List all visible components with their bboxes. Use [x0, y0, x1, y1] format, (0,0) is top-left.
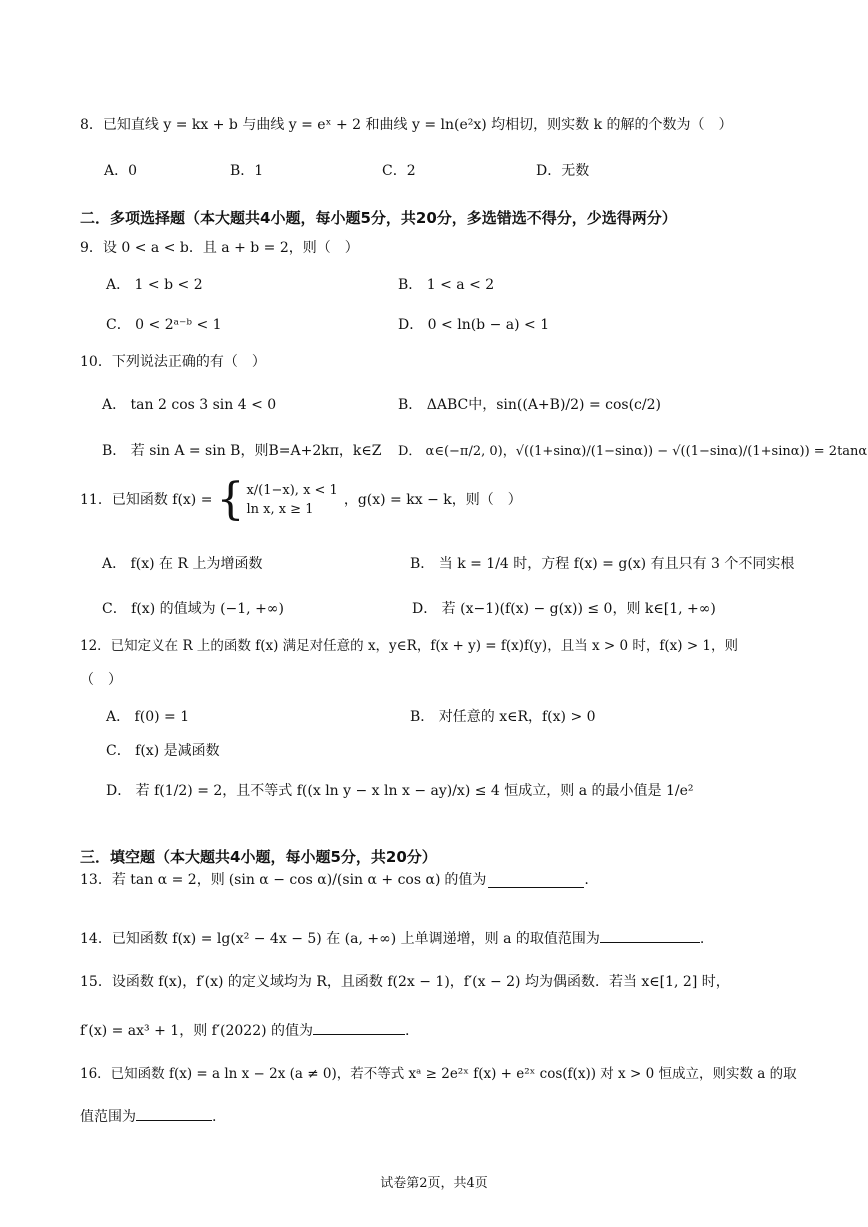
section-heading-multiple-choice: 二．多项选择题（本大题共4小题，每小题5分，共20分，多选错选不得分，少选得两分） [80, 209, 677, 227]
q10-option-b: B． ΔABC中，sin((A+B)/2) = cos(c/2) [398, 397, 661, 413]
q11-piecewise-brace: { [216, 474, 245, 525]
q13-fraction: (sin α − cos α)/(sin α + cos α) [228, 872, 441, 888]
q16-line1: 16．已知函数 f(x) = a ln x − 2x (a ≠ 0)，若不等式 xᵃ ≥ 2e²ˣ f(x) + e²ˣ cos(f(x)) 对 x > 0 恒成立，则实数 a 的取 [80, 1066, 797, 1082]
q15-line2-text: f′(x) = ax³ + 1，则 f′(2022) 的值为 [80, 1023, 314, 1039]
q8-stem: 8．已知直线 y = kx + b 与曲线 y = eˣ + 2 和曲线 y = ln(e²x) 均相切，则实数 k 的解的个数为（ ） [80, 117, 733, 133]
q11-piece-2: ln x, x ≥ 1 [246, 502, 314, 517]
q14-text: 14．已知函数 f(x) = lg(x² − 4x − 5) 在 (a, +∞) 上单调递增，则 a 的取值范围为 [80, 931, 600, 947]
q10-option-b2: B． 若 sin A = sin B，则B=A+2kπ，k∈Z [102, 443, 382, 459]
q11-option-c: C． f(x) 的值域为 (−1, +∞) [102, 601, 284, 617]
q12-option-b: B． 对任意的 x∈R，f(x) > 0 [410, 709, 596, 725]
q10-option-d: D． α∈(−π/2, 0)，√((1+sinα)/(1−sinα)) − √((1−sinα)/(1+sinα)) = 2tanα [398, 444, 868, 459]
section-heading-fill-in: 三．填空题（本大题共4小题，每小题5分，共20分） [80, 848, 437, 866]
q11-piecewise [246, 481, 337, 520]
q16-line2: 值范围为 . [80, 1106, 216, 1126]
q12-stem-line2: （ ） [80, 672, 122, 688]
q11-option-b: B． 当 k = 1/4 时，方程 f(x) = g(x) 有且只有 3 个不同实根 [410, 556, 795, 572]
q16-line2-text: 值范围为 [80, 1109, 136, 1125]
q15-answer-blank[interactable] [313, 1020, 405, 1035]
q11-stem-suffix: ，g(x) = kx − k，则（ ） [343, 491, 522, 508]
q8-option-c: C．2 [382, 163, 416, 179]
q16-answer-blank[interactable] [136, 1106, 212, 1121]
q12-option-c: C． f(x) 是减函数 [106, 743, 220, 759]
q14: 14．已知函数 f(x) = lg(x² − 4x − 5) 在 (a, +∞) 上单调递增，则 a 的取值范围为 . [80, 928, 704, 948]
q15-line2: f′(x) = ax³ + 1，则 f′(2022) 的值为 . [80, 1020, 409, 1040]
q11-option-a: A． f(x) 在 R 上为增函数 [102, 556, 263, 572]
q12-stem-line1: 12．已知定义在 R 上的函数 f(x) 满足对任意的 x，y∈R，f(x + y) = f(x)f(y)，且当 x > 0 时，f(x) > 1，则 [80, 638, 739, 654]
q9-option-d: D． 0 < ln(b − a) < 1 [398, 317, 550, 333]
q11-stem [80, 474, 522, 525]
page-footer: 试卷第2页，共4页 [380, 1176, 488, 1191]
q8-option-b: B．1 [230, 163, 264, 179]
q9-option-a: A． 1 < b < 2 [106, 277, 203, 293]
q13-suffix: 的值为 [444, 872, 487, 888]
q13: 13．若 tan α = 2，则 (sin α − cos α)/(sin α + cos α) 的值为 . [80, 872, 589, 888]
q11-stem-prefix: 11．已知函数 f(x) = [80, 491, 213, 508]
q11-piece-1: x/(1−x), x < 1 [246, 482, 338, 498]
q8-option-a: A．0 [104, 163, 138, 179]
q9-option-c: C． 0 < 2ᵃ⁻ᵇ < 1 [106, 317, 222, 333]
q12-option-d: D． 若 f(1/2) = 2，且不等式 f((x ln y − x ln x − ay)/x) ≤ 4 恒成立，则 a 的最小值是 1/e² [106, 783, 694, 799]
q14-answer-blank[interactable] [600, 928, 700, 943]
q8-option-d: D．无数 [536, 163, 590, 179]
q13-answer-blank[interactable] [488, 873, 584, 888]
q12-option-a: A． f(0) = 1 [106, 709, 190, 725]
q10-option-a: A． tan 2 cos 3 sin 4 < 0 [102, 397, 277, 413]
q13-prefix: 13．若 tan α = 2，则 [80, 872, 225, 888]
q9-option-b: B． 1 < a < 2 [398, 277, 495, 293]
q10-stem: 10．下列说法正确的有（ ） [80, 354, 266, 370]
q15-line1: 15．设函数 f(x)，f′(x) 的定义域均为 R，且函数 f(2x − 1)，f′(x − 2) 均为偶函数．若当 x∈[1, 2] 时， [80, 974, 730, 990]
q9-stem: 9．设 0 < a < b．且 a + b = 2，则（ ） [80, 240, 359, 256]
q11-option-d: D． 若 (x−1)(f(x) − g(x)) ≤ 0，则 k∈[1, +∞) [412, 601, 716, 617]
